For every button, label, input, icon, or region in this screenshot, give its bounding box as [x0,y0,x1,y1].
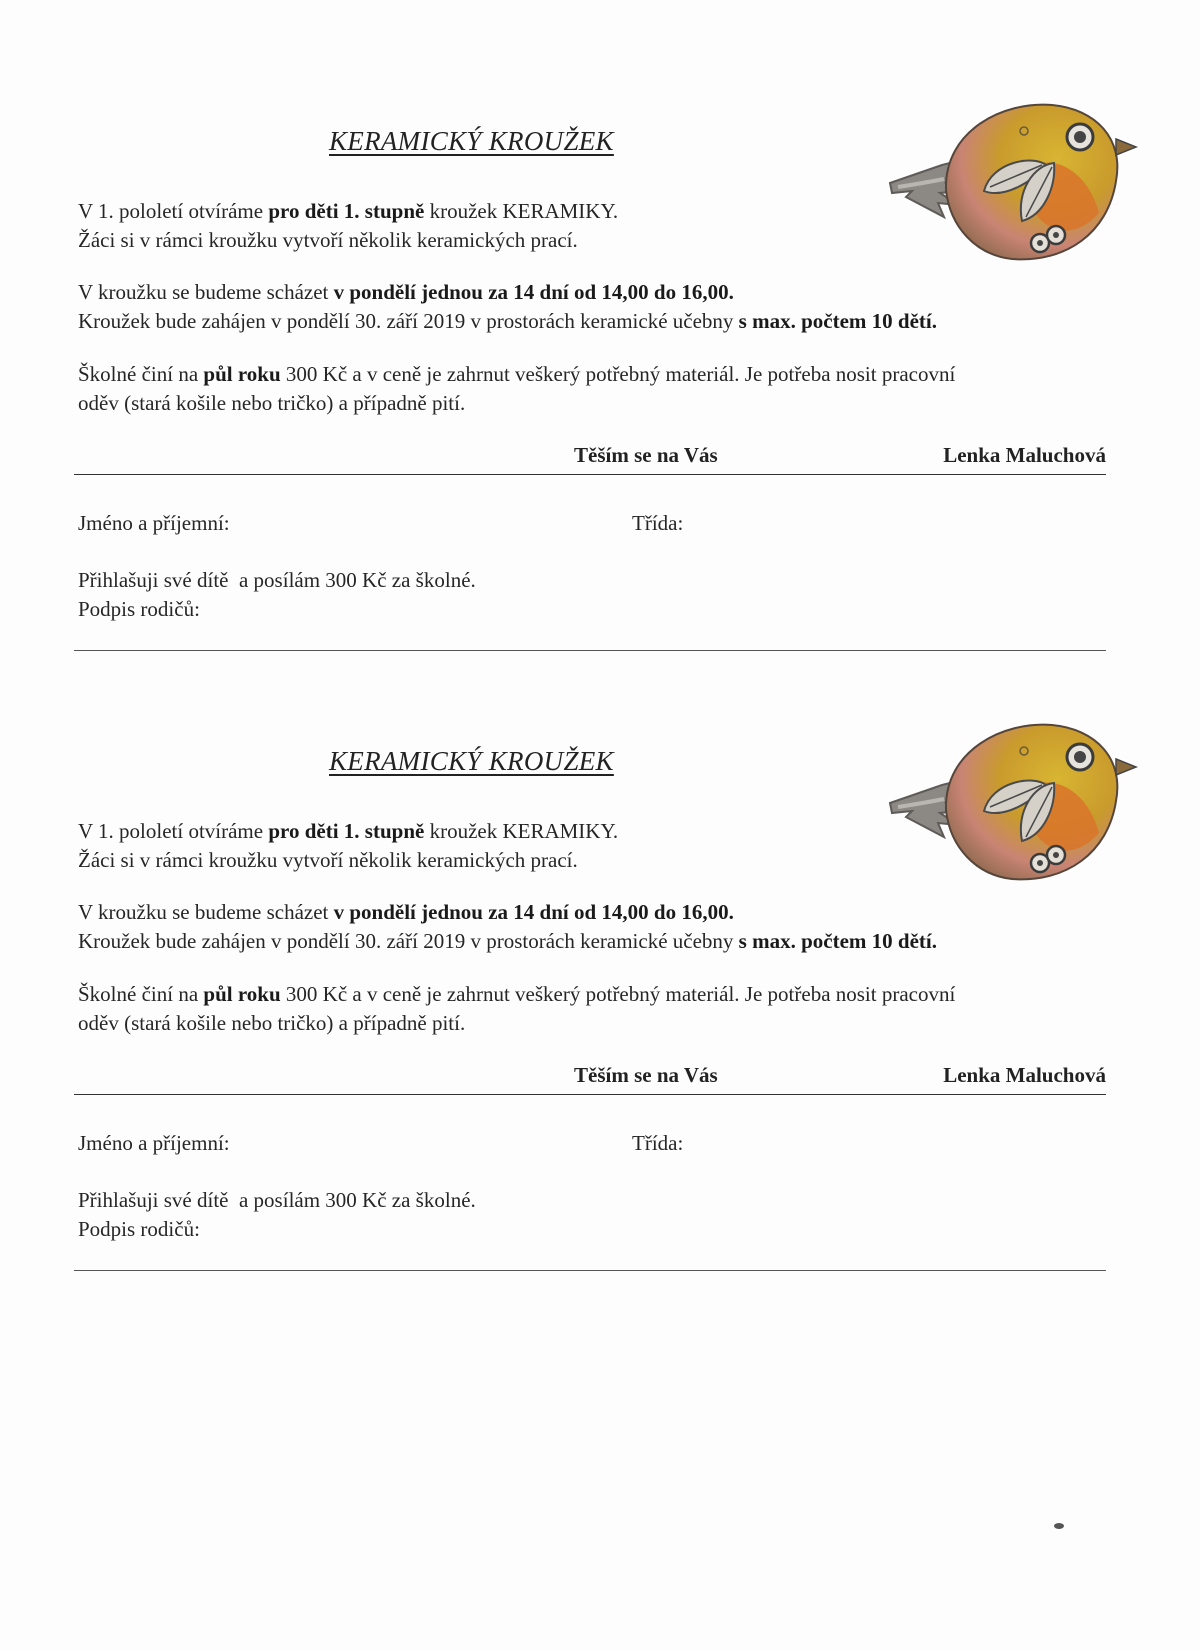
highlight: s max. počtem 10 dětí. [738,309,937,333]
schedule-line-1 [78,278,937,307]
signup-block [78,566,476,624]
divider [74,1094,1106,1095]
ceramic-bird-svg [884,715,1144,905]
schedule-line-2 [78,307,937,336]
signature-line [74,1270,1106,1271]
greeting: Těším se na Vás [574,1063,718,1087]
schedule-line-2 [78,927,937,956]
intro-line-1 [78,197,618,226]
signature-label: Podpis rodičů: [78,597,200,621]
text: Kroužek bude zahájen v pondělí 30. září 2019 v prostorách keramické učebny [78,929,739,953]
flyer-title: KERAMICKÝ KROUŽEK [329,746,614,776]
enroll-text: Přihlašuji své dítě a posílám 300 Kč za školné. [78,568,476,592]
signature-label: Podpis rodičů: [78,1217,200,1241]
author-name: Lenka Maluchová [943,1063,1106,1087]
name-field-label: Jméno a příjemní: [78,1131,230,1155]
highlight: půl roku [203,362,281,386]
text: 300 Kč a v ceně je zahrnut veškerý potřebný materiál. Je potřeba nosit pracovní [280,362,956,386]
text: V 1. pololetí otvíráme [78,819,269,843]
text: Školné činí na [78,982,204,1006]
intro-line-2: Žáci si v rámci kroužku vytvoří několik keramických prací. [78,228,578,252]
intro-line-1 [78,817,618,846]
intro-paragraph [78,817,618,875]
text: V kroužku se budeme scházet [78,900,334,924]
text: Školné činí na [78,362,204,386]
fee-line-1 [78,360,955,389]
highlight: v pondělí jednou za 14 dní od 14,00 do 16,00. [333,900,734,924]
text: V kroužku se budeme scházet [78,280,334,304]
scan-speck [1054,1523,1064,1529]
text: kroužek KERAMIKY. [424,819,619,843]
text: kroužek KERAMIKY. [424,199,619,223]
fee-paragraph [78,980,955,1038]
divider [74,474,1106,475]
text: Kroužek bude zahájen v pondělí 30. září 2019 v prostorách keramické učebny [78,309,739,333]
name-field-label: Jméno a příjemní: [78,511,230,535]
text: 300 Kč a v ceně je zahrnut veškerý potřebný materiál. Je potřeba nosit pracovní [280,982,956,1006]
fee-paragraph [78,360,955,418]
signup-block [78,1186,476,1244]
highlight: v pondělí jednou za 14 dní od 14,00 do 16,00. [333,280,734,304]
greeting: Těším se na Vás [574,443,718,467]
fee-line-1 [78,980,955,1009]
class-field-label: Třída: [632,511,684,535]
flyer-title: KERAMICKÝ KROUŽEK [329,126,614,156]
flyer-bottom [0,620,1200,1240]
fee-line-2: oděv (stará košile nebo tričko) a případně pití. [78,391,466,415]
highlight: půl roku [203,982,281,1006]
schedule-paragraph [78,898,937,956]
fee-line-2: oděv (stará košile nebo tričko) a případně pití. [78,1011,466,1035]
highlight: s max. počtem 10 dětí. [738,929,937,953]
highlight: pro děti 1. stupně [268,819,425,843]
highlight: pro děti 1. stupně [268,199,425,223]
intro-paragraph [78,197,618,255]
enroll-text: Přihlašuji své dítě a posílám 300 Kč za školné. [78,1188,476,1212]
intro-line-2: Žáci si v rámci kroužku vytvoří několik keramických prací. [78,848,578,872]
schedule-paragraph [78,278,937,336]
text: V 1. pololetí otvíráme [78,199,269,223]
ceramic-bird-icon [884,715,1144,905]
author-name: Lenka Maluchová [943,443,1106,467]
ceramic-bird-icon [884,95,1144,285]
schedule-line-1 [78,898,937,927]
flyer-top [0,0,1200,620]
class-field-label: Třída: [632,1131,684,1155]
ceramic-bird-svg [884,95,1144,285]
